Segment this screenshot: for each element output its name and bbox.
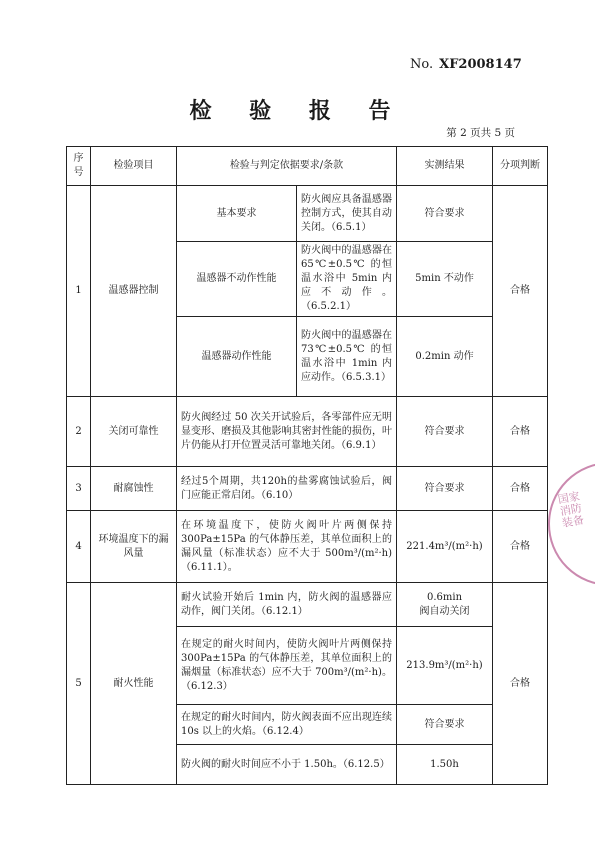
result-value: [397, 583, 493, 627]
row-item: 耐腐蚀性: [91, 467, 177, 511]
seal-text: 国家消防装备: [556, 489, 585, 530]
table-row: [67, 583, 548, 627]
row-verdict: 合格: [493, 186, 548, 397]
result-value: 5min 不动作: [397, 242, 493, 317]
row-seq: 2: [67, 397, 91, 467]
row-item: 关闭可靠性: [91, 397, 177, 467]
col-header-seq: 序号: [67, 147, 91, 186]
row-verdict: 合格: [493, 511, 548, 583]
requirement-text: 防火阀中的温感器在 65℃±0.5℃ 的恒温水浴中 5min 内应不动作。（6.5.2.1）: [297, 242, 397, 317]
result-value: 1.50h: [397, 745, 493, 785]
row-item: 温感器控制: [91, 186, 177, 397]
result-value: 符合要求: [397, 705, 493, 745]
row-seq: 1: [67, 186, 91, 397]
sub-item-name: 温感器不动作性能: [177, 242, 297, 317]
requirement-text: 防火阀的耐火时间应不小于 1.50h。（6.12.5）: [177, 745, 397, 785]
result-value: 符合要求: [397, 397, 493, 467]
result-line: 0.6min: [426, 591, 463, 603]
requirement-text: 防火阀应具备温感器控制方式，使其自动关闭。（6.5.1）: [297, 186, 397, 242]
result-value: 0.2min 动作: [397, 317, 493, 397]
requirement-text: 在规定的耐火时间内，使防火阀叶片两侧保持 300Pa±15Pa 的气体静压差，其单位面积上的漏烟量（标准状态）应不大于 700m³/(m²·h)。（6.12.3）: [177, 627, 397, 705]
result-value: 213.9m³/(m²·h): [397, 627, 493, 705]
inspection-table: [66, 146, 548, 785]
table-row: [67, 186, 548, 242]
requirement-text: 耐火试验开始后 1min 内，防火阀的温感器应动作，阀门关闭。（6.12.1）: [177, 583, 397, 627]
result-line: 阀自动关闭: [419, 605, 470, 617]
report-number-value: XF2008147: [439, 57, 522, 72]
page-indicator: 第 2 页共 5 页: [446, 127, 515, 139]
row-item: 耐火性能: [91, 583, 177, 785]
requirement-text: 在环境温度下，使防火阀叶片两侧保持 300Pa±15Pa 的气体静压差，其单位面积上的漏风量（标准状态）应不大于 500m³/(m²·h)（6.11.1）。: [177, 511, 397, 583]
report-number: [410, 57, 522, 72]
sub-item-name: 温感器动作性能: [177, 317, 297, 397]
col-header-item: 检验项目: [91, 147, 177, 186]
table-header-row: [67, 147, 548, 186]
row-item: 环境温度下的漏风量: [91, 511, 177, 583]
row-seq: 5: [67, 583, 91, 785]
col-header-result: 实测结果: [397, 147, 493, 186]
report-title: 检 验 报 告: [189, 98, 406, 124]
col-header-requirement: 检验与判定依据要求/条款: [177, 147, 397, 186]
requirement-text: 防火阀经过 50 次关开试验后，各零部件应无明显变形、磨损及其他影响其密封性能的损伤，叶片仍能从打开位置灵活可靠地关闭。（6.9.1）: [177, 397, 397, 467]
sub-item-name: 基本要求: [177, 186, 297, 242]
row-verdict: 合格: [493, 397, 548, 467]
col-header-verdict: 分项判断: [493, 147, 548, 186]
requirement-text: 在规定的耐火时间内，防火阀表面不应出现连续 10s 以上的火焰。（6.12.4）: [177, 705, 397, 745]
table-row: [67, 397, 548, 467]
row-seq: 3: [67, 467, 91, 511]
report-number-label: No.: [410, 57, 434, 72]
result-value: 符合要求: [397, 186, 493, 242]
row-verdict: 合格: [493, 583, 548, 785]
inspection-seal: [548, 462, 595, 586]
row-verdict: 合格: [493, 467, 548, 511]
row-seq: 4: [67, 511, 91, 583]
requirement-text: 经过5个周期，共120h的盐雾腐蚀试验后，阀门应能正常启闭。（6.10）: [177, 467, 397, 511]
result-value: 符合要求: [397, 467, 493, 511]
result-value: 221.4m³/(m²·h): [397, 511, 493, 583]
table-row: [67, 511, 548, 583]
table-row: [67, 467, 548, 511]
requirement-text: 防火阀中的温感器在 73℃±0.5℃ 的恒温水浴中 1min 内应动作。（6.5.3.1）: [297, 317, 397, 397]
